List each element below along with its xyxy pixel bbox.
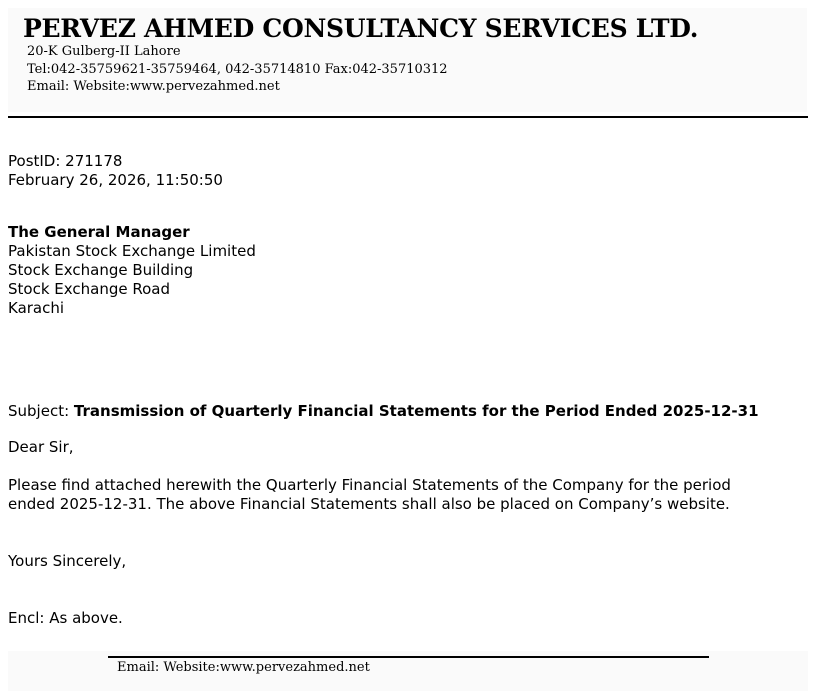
recipient-title: The General Manager: [8, 223, 190, 241]
subject-label: Subject:: [8, 402, 74, 420]
subject-text: Transmission of Quarterly Financial Statements for the Period Ended 2025-12-31: [73, 402, 759, 420]
letter-datetime: February 26, 2026, 11:50:50: [8, 171, 223, 189]
company-phone-fax: Tel:042-35759621-35759464, 042-35714810 Fax:042-35710312: [27, 62, 448, 77]
letterhead: [8, 8, 807, 112]
subject-line: [8, 402, 759, 420]
body-line-1: Please find attached herewith the Quarterly Financial Statements of the Company for the period: [8, 476, 731, 494]
closing: Yours Sincerely,: [8, 552, 127, 570]
company-address: 20-K Gulberg-II Lahore: [27, 44, 181, 59]
recipient-road: Stock Exchange Road: [8, 280, 170, 298]
letterhead-divider: [8, 116, 808, 118]
post-id: PostID: 271178: [8, 152, 123, 170]
recipient-building: Stock Exchange Building: [8, 261, 194, 279]
company-name: PERVEZ AHMED CONSULTANCY SERVICES LTD.: [23, 14, 699, 43]
recipient-city: Karachi: [8, 299, 65, 317]
footer-divider: [108, 656, 709, 658]
enclosure: Encl: As above.: [8, 609, 123, 627]
recipient-organization: Pakistan Stock Exchange Limited: [8, 242, 256, 260]
footer-email-website: Email: Website:www.pervezahmed.net: [117, 660, 370, 675]
body-line-2: ended 2025-12-31. The above Financial Statements shall also be placed on Company’s website.: [8, 495, 730, 513]
company-email-website: Email: Website:www.pervezahmed.net: [27, 79, 280, 94]
salutation: Dear Sir,: [8, 438, 74, 456]
